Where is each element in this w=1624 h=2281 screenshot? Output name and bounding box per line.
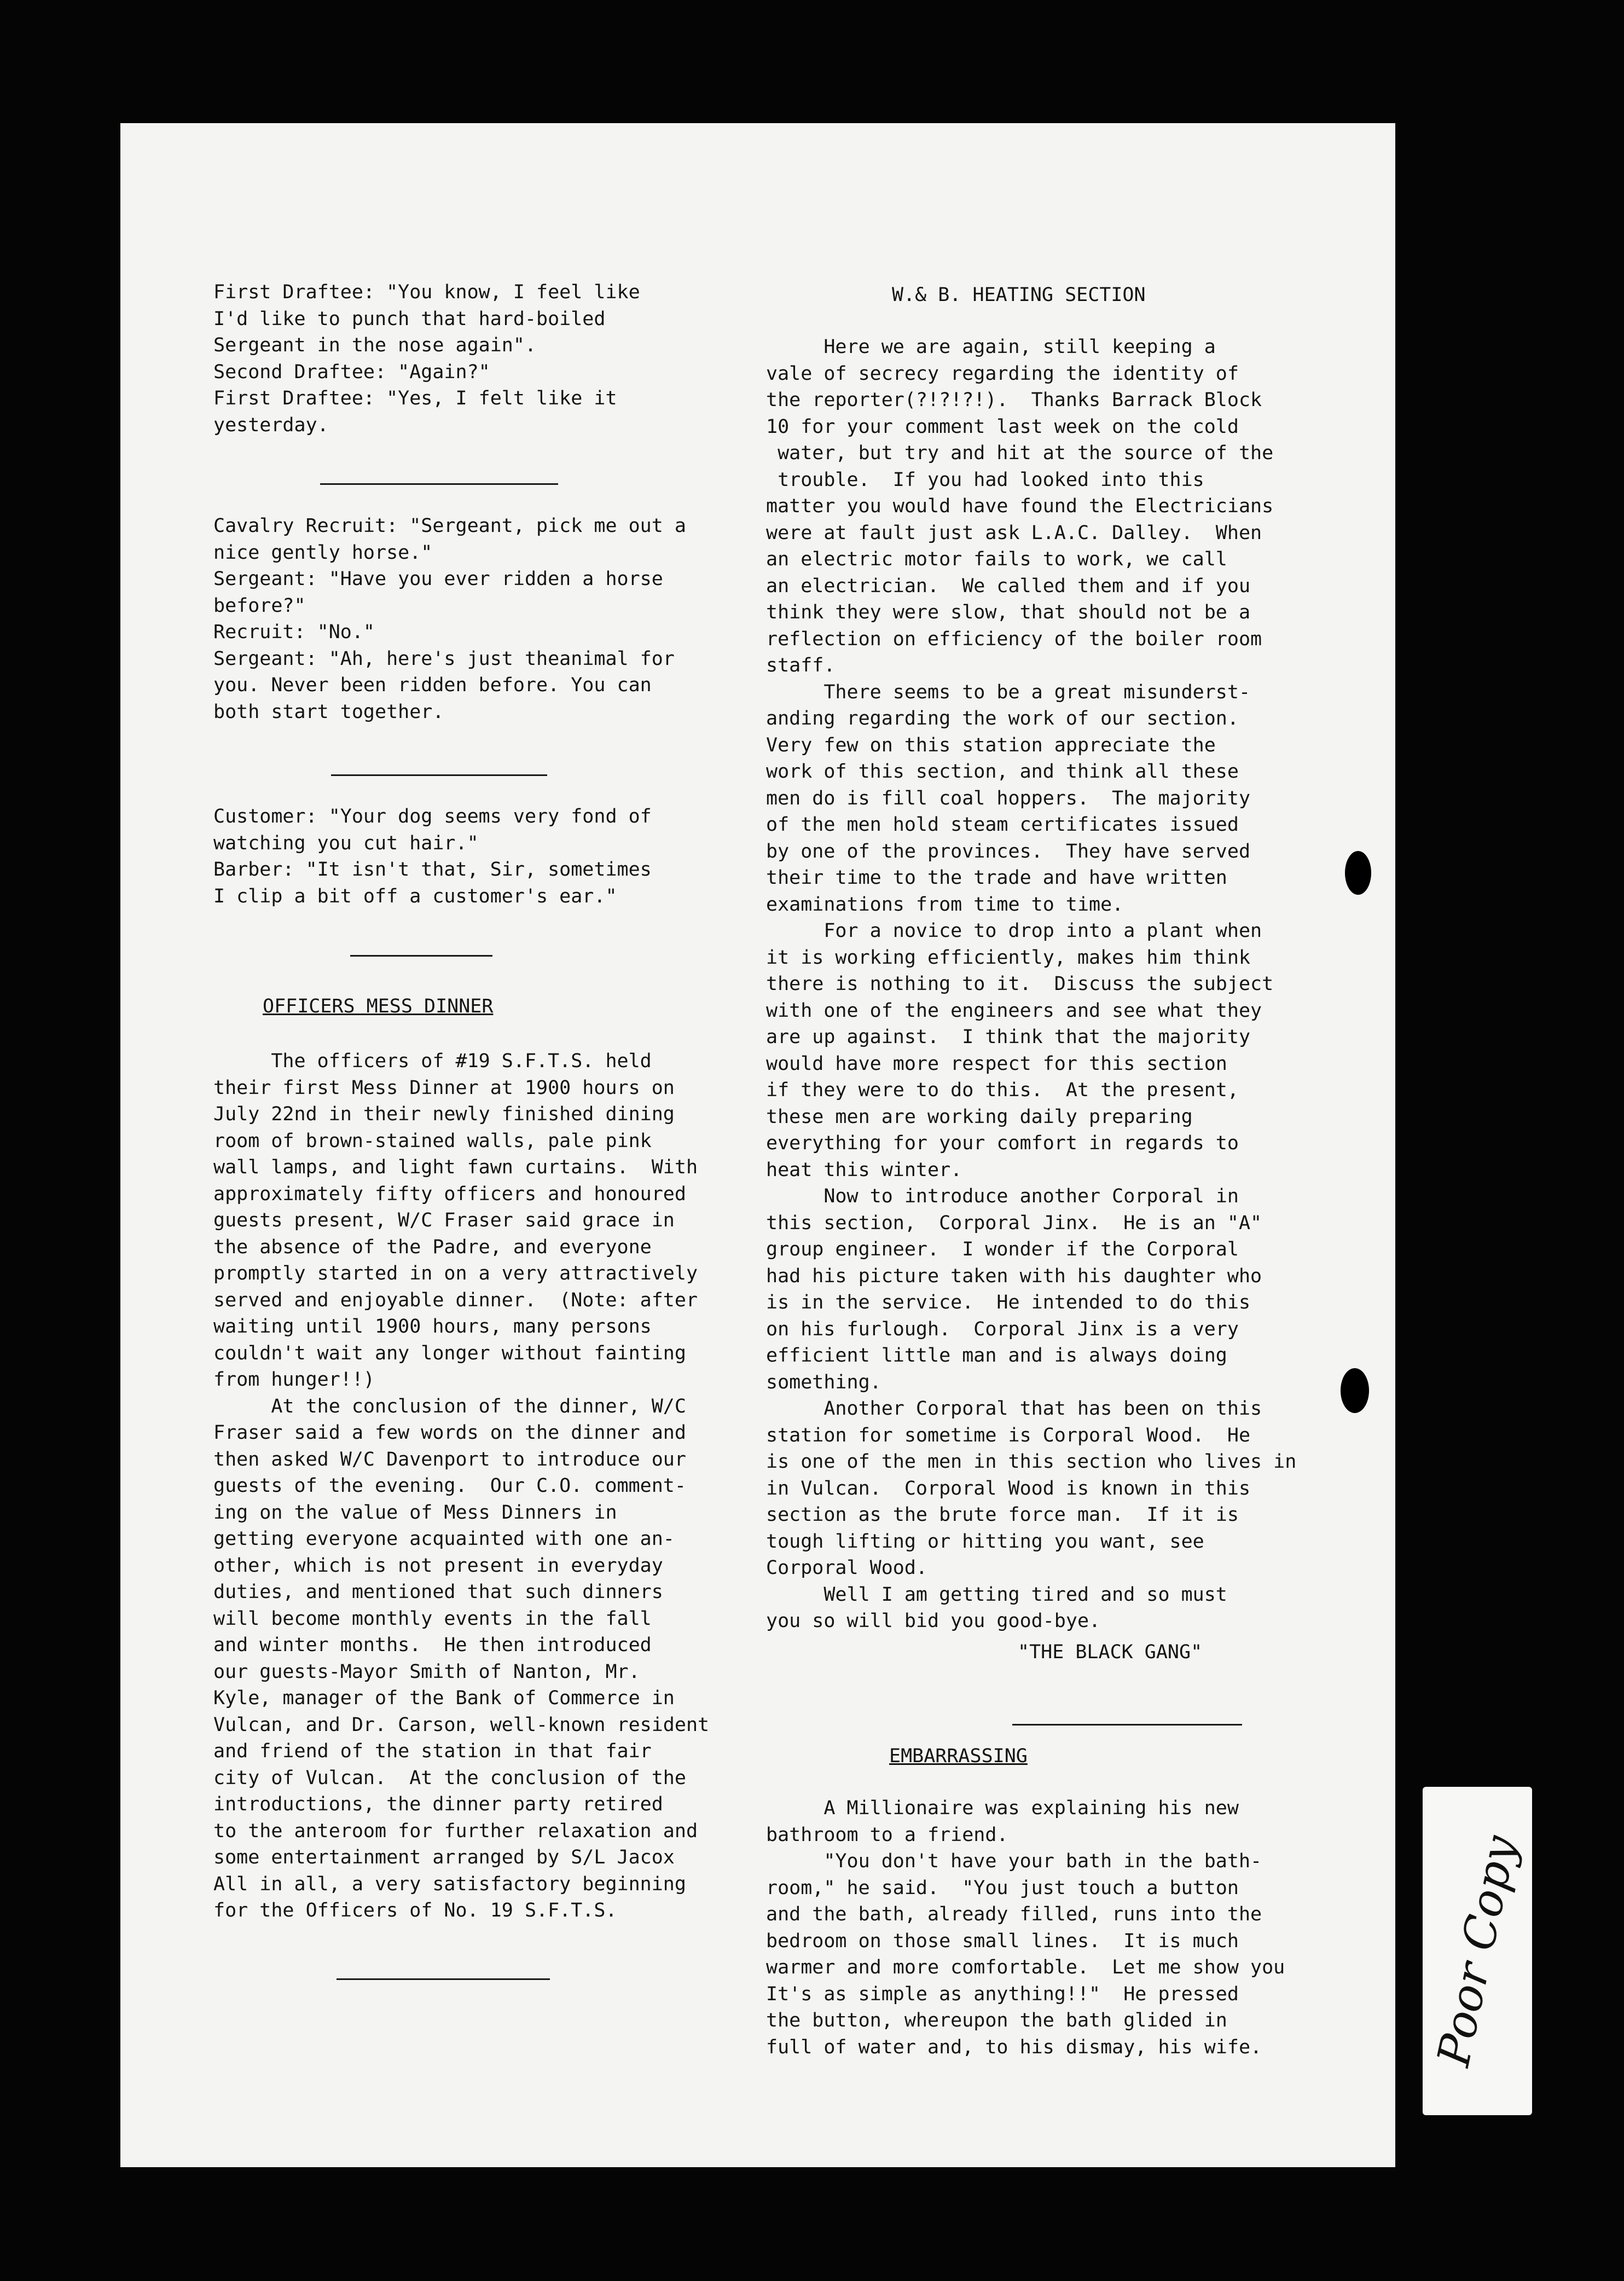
heating-article-line: something.: [766, 1371, 881, 1393]
heating-article-line: There seems to be a great misunderst-: [766, 681, 1251, 703]
embarrassing-article-line: bathroom to a friend.: [766, 1823, 1008, 1846]
officers-article-line: getting everyone acquainted with one an-: [213, 1528, 675, 1550]
joke-cavalry-line: you. Never been ridden before. You can: [213, 674, 652, 696]
embarrassing-article-line: "You don't have your bath in the bath-: [766, 1850, 1262, 1872]
heating-article-line: water, but try and hit at the source of the: [766, 442, 1274, 464]
officers-article-line: At the conclusion of the dinner, W/C: [213, 1395, 686, 1417]
separator-rule: [1012, 1724, 1242, 1726]
officers-article-line: our guests-Mayor Smith of Nanton, Mr.: [213, 1660, 640, 1683]
heating-article-line: matter you would have found the Electricians: [766, 495, 1274, 517]
officers-article-line: approximately fifty officers and honoured: [213, 1183, 686, 1205]
officers-mess-dinner-heading: [263, 993, 493, 1020]
heating-article-line: For a novice to drop into a plant when: [766, 920, 1262, 942]
heating-article-line: would have more respect for this section: [766, 1052, 1227, 1075]
officers-article-line: All in all, a very satisfactory beginning: [213, 1873, 686, 1895]
ink-blot: [1341, 1368, 1369, 1413]
embarrassing-heading: [889, 1743, 1028, 1770]
heating-article-line: group engineer. I wonder if the Corporal: [766, 1238, 1239, 1260]
embarrassing-article: [766, 1795, 1285, 2060]
heating-article-line: is in the service. He intended to do this: [766, 1292, 1251, 1313]
heating-article-line: you so will bid you good-bye.: [766, 1610, 1101, 1632]
joke-cavalry-line: before?": [213, 594, 306, 617]
document-page: [120, 123, 1395, 2167]
joke-draftees-line: Second Draftee: "Again?": [213, 361, 490, 383]
heating-article-line: these men are working daily preparing: [766, 1105, 1193, 1128]
officers-article-line: room of brown-stained walls, pale pink: [213, 1130, 652, 1152]
embarrassing-article-line: It's as simple as anything!!" He pressed: [766, 1983, 1239, 2005]
heating-article-line: is one of the men in this section who lives in: [766, 1451, 1297, 1473]
joke-draftees-line: I'd like to punch that hard-boiled: [213, 308, 606, 330]
joke-draftees-line: yesterday.: [213, 414, 329, 436]
officers-article-line: their first Mess Dinner at 1900 hours on: [213, 1076, 675, 1099]
heating-article-line: staff.: [766, 655, 836, 676]
officers-article-line: introductions, the dinner party retired: [213, 1793, 663, 1815]
heating-article-line: heat this winter.: [766, 1159, 962, 1181]
officers-article-line: promptly started in on a very attractively: [213, 1263, 698, 1284]
heating-article-line: trouble. If you had looked into this: [766, 468, 1204, 491]
heating-article-line: men do is fill coal hoppers. The majority: [766, 787, 1251, 809]
embarrassing-article-line: room," he said. "You just touch a button: [766, 1877, 1239, 1899]
officers-article-line: and friend of the station in that fair: [213, 1740, 652, 1762]
heating-article-line: vale of secrecy regarding the identity of: [766, 362, 1239, 385]
officers-article-line: city of Vulcan. At the conclusion of the: [213, 1767, 686, 1789]
officers-article-line: guests of the evening. Our C.O. comment-: [213, 1475, 686, 1497]
officers-article-line: wall lamps, and light fawn curtains. With: [213, 1156, 698, 1178]
ink-blot: [1345, 851, 1371, 895]
heating-article-line: with one of the engineers and see what they: [766, 999, 1262, 1022]
officers-article-line: Fraser said a few words on the dinner and: [213, 1422, 686, 1444]
joke-cavalry-line: Sergeant: "Have you ever ridden a horse: [213, 568, 663, 590]
heating-article-line: Here we are again, still keeping a: [766, 336, 1216, 358]
heating-article-line: there is nothing to it. Discuss the subject: [766, 973, 1274, 995]
officers-article-line: waiting until 1900 hours, many persons: [213, 1316, 652, 1338]
heating-article-line: think they were slow, that should not be a: [766, 601, 1251, 623]
embarrassing-article-line: warmer and more comfortable. Let me show you: [766, 1956, 1285, 1978]
heating-section-heading: [892, 282, 1146, 309]
joke-cavalry-line: Sergeant: "Ah, here's just theanimal for: [213, 647, 675, 670]
embarrassing-title: EMBARRASSING: [889, 1745, 1028, 1767]
joke-barber-line: Customer: "Your dog seems very fond of: [213, 806, 652, 827]
officers-article-line: some entertainment arranged by S/L Jacox: [213, 1846, 675, 1868]
joke-barber: [213, 803, 652, 910]
separator-rule: [331, 774, 547, 776]
heating-article-line: tough lifting or hitting you want, see: [766, 1530, 1204, 1553]
heating-article-line: an electric motor fails to work, we call: [766, 548, 1227, 570]
heating-article-line: it is working efficiently, makes him think: [766, 946, 1251, 969]
heating-article-line: Very few on this station appreciate the: [766, 734, 1216, 756]
joke-barber-line: Barber: "It isn't that, Sir, sometimes: [213, 859, 652, 881]
joke-cavalry-line: Cavalry Recruit: "Sergeant, pick me out a: [213, 515, 686, 537]
heating-article-line: station for sometime is Corporal Wood. He: [766, 1424, 1251, 1446]
joke-cavalry-line: both start together.: [213, 700, 444, 723]
officers-mess-dinner-article: [213, 1048, 709, 1924]
officers-article-line: ing on the value of Mess Dinners in: [213, 1501, 617, 1524]
heating-article-line: examinations from time to time.: [766, 893, 1124, 916]
heating-article-line: Now to introduce another Corporal in: [766, 1185, 1239, 1207]
heating-article-line: Well I am getting tired and so must: [766, 1583, 1227, 1606]
heating-article-line: section as the brute force man. If it is: [766, 1504, 1239, 1526]
heating-article-line: this section, Corporal Jinx. He is an "A": [766, 1212, 1262, 1234]
heating-article-line: anding regarding the work of our section.: [766, 708, 1239, 730]
joke-cavalry-line: nice gently horse.": [213, 541, 433, 564]
heating-article-line: had his picture taken with his daughter who: [766, 1265, 1262, 1287]
officers-article-line: other, which is not present in everyday: [213, 1554, 663, 1577]
joke-draftees-line: First Draftee: "Yes, I felt like it: [213, 387, 617, 409]
officers-article-line: Kyle, manager of the Bank of Commerce in: [213, 1687, 675, 1709]
heating-article-line: were at fault just ask L.A.C. Dalley. When: [766, 522, 1262, 544]
joke-barber-line: watching you cut hair.": [213, 832, 479, 854]
embarrassing-article-line: and the bath, already filled, runs into the: [766, 1903, 1262, 1925]
heating-article-line: Corporal Wood.: [766, 1557, 928, 1579]
heating-article-line: of the men hold steam certificates issued: [766, 814, 1239, 836]
separator-rule: [320, 483, 558, 485]
heating-article-line: on his furlough. Corporal Jinx is a very: [766, 1318, 1239, 1340]
officers-article-line: from hunger!!): [213, 1369, 375, 1391]
heating-article-line: the reporter(?!?!?!). Thanks Barrack Block: [766, 389, 1262, 411]
officers-article-line: guests present, W/C Fraser said grace in: [213, 1209, 675, 1231]
officers-article-line: couldn't wait any longer without fainting: [213, 1342, 686, 1364]
joke-draftees: [213, 279, 640, 438]
heating-article-line: by one of the provinces. They have served: [766, 840, 1251, 862]
heating-article-line: reflection on efficiency of the boiler room: [766, 628, 1262, 650]
officers-article-line: The officers of #19 S.F.T.S. held: [213, 1050, 652, 1072]
joke-draftees-line: First Draftee: "You know, I feel like: [213, 281, 640, 303]
joke-cavalry-line: Recruit: "No.": [213, 621, 375, 643]
heating-article-line: Another Corporal that has been on this: [766, 1398, 1262, 1420]
joke-barber-line: I clip a bit off a customer's ear.": [213, 885, 617, 907]
officers-article-line: the absence of the Padre, and everyone: [213, 1236, 652, 1258]
poor-copy-handwriting: Poor Copy: [1428, 1831, 1527, 2071]
officers-article-line: for the Officers of No. 19 S.F.T.S.: [213, 1900, 617, 1921]
heating-section-title: W.& B. HEATING SECTION: [892, 284, 1146, 306]
heating-article-line: if they were to do this. At the present,: [766, 1079, 1239, 1101]
heating-article-line: work of this section, and think all these: [766, 761, 1239, 783]
separator-rule: [337, 1978, 550, 1980]
officers-article-line: Vulcan, and Dr. Carson, well-known resident: [213, 1713, 710, 1736]
officers-article-line: to the anteroom for further relaxation and: [213, 1820, 698, 1842]
heating-article-line: in Vulcan. Corporal Wood is known in this: [766, 1477, 1251, 1500]
poor-copy-label: [1423, 1787, 1532, 2115]
officers-article-line: duties, and mentioned that such dinners: [213, 1581, 663, 1603]
officers-article-line: will become monthly events in the fall: [213, 1607, 652, 1630]
officers-mess-dinner-title: OFFICERS MESS DINNER: [263, 995, 494, 1017]
separator-rule: [350, 955, 492, 957]
embarrassing-article-line: bedroom on those small lines. It is much: [766, 1930, 1239, 1952]
embarrassing-article-line: full of water and, to his dismay, his wife.: [766, 2036, 1262, 2058]
officers-article-line: July 22nd in their newly finished dining: [213, 1103, 675, 1125]
heating-section-article: [766, 334, 1296, 1635]
joke-draftees-line: Sergeant in the nose again".: [213, 334, 537, 356]
joke-cavalry-recruit: [213, 513, 686, 725]
signature-text: "THE BLACK GANG": [1018, 1641, 1203, 1663]
heating-article-line: an electrician. We called them and if you: [766, 575, 1251, 597]
officers-article-line: served and enjoyable dinner. (Note: after: [213, 1289, 698, 1311]
article-signature: [1018, 1639, 1202, 1666]
heating-article-line: efficient little man and is always doing: [766, 1345, 1227, 1367]
embarrassing-article-line: the button, whereupon the bath glided in: [766, 2010, 1227, 2031]
heating-article-line: their time to the trade and have written: [766, 867, 1227, 889]
embarrassing-article-line: A Millionaire was explaining his new: [766, 1797, 1239, 1819]
heating-article-line: 10 for your comment last week on the cold: [766, 415, 1239, 438]
heating-article-line: everything for your comfort in regards to: [766, 1132, 1239, 1154]
officers-article-line: then asked W/C Davenport to introduce our: [213, 1448, 686, 1471]
heating-article-line: are up against. I think that the majority: [766, 1026, 1251, 1048]
officers-article-line: and winter months. He then introduced: [213, 1634, 652, 1656]
